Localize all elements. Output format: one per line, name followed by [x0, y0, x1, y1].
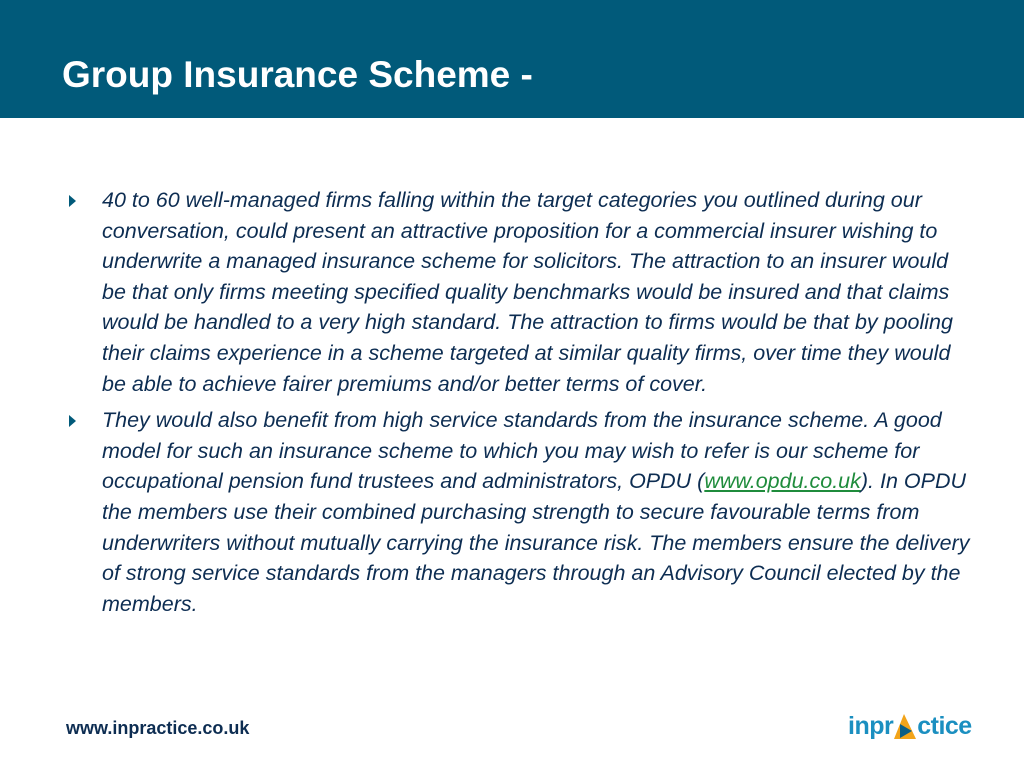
bullet-text: [102, 408, 970, 616]
title-bar: [0, 0, 1024, 118]
logo-text-suffix: ctice: [917, 712, 972, 740]
play-triangle-a-icon: [892, 712, 918, 740]
bullet-item: [66, 185, 971, 399]
bullet-text-before-link: They would also benefit from high service standards from the insurance scheme. A good model for such an insurance scheme to which you may wish to refer is our scheme for occupational pension fund trustees and administrators, OPDU (: [102, 408, 942, 494]
triangle-bullet-icon: [69, 415, 76, 427]
opdu-link[interactable]: www.opdu.co.uk: [704, 469, 861, 494]
bullet-text-after-link: ). In OPDU the members use their combined purchasing strength to secure favourable terms from underwriters without mutually carrying the insurance risk. The members ensure the delivery of strong service standards from the managers through an Advisory Council elected by the members.: [102, 469, 970, 616]
footer-website-link[interactable]: www.inpractice.co.uk: [66, 718, 250, 738]
slide-title: Group Insurance Scheme -: [62, 54, 533, 95]
bullet-item: [66, 405, 971, 619]
logo-text-prefix: inpr: [848, 712, 894, 740]
inpractice-logo: [848, 706, 978, 746]
slide-body: [66, 185, 971, 625]
triangle-bullet-icon: [69, 195, 76, 207]
bullet-text: 40 to 60 well-managed firms falling within the target categories you outlined during our conversation, could present an attractive proposition for a commercial insurer wishing to underwrite a managed insurance scheme for solicitors. The attraction to an insurer would be that only firms meeting specified quality benchmarks would be insured and that claims would be handled to a very high standard. The attraction to firms would be that by pooling their claims experience in a scheme targeted at similar quality firms, over time they would be able to achieve fairer premiums and/or better terms of cover.: [102, 188, 953, 396]
